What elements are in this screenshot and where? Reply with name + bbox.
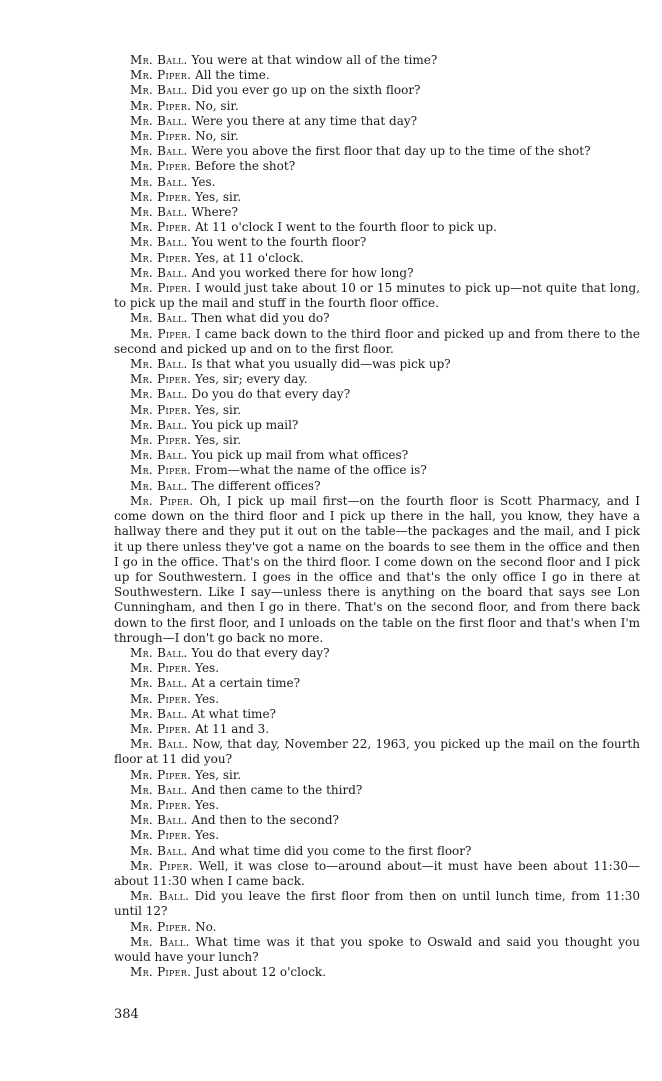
transcript-line [114,281,640,311]
transcript-line [114,646,640,661]
line-text: What time was it that you spoke to Oswald and said you thought you would have your lunch? [114,934,640,964]
speaker-name: Mr. Ball. [130,387,188,402]
line-text: Yes. [195,661,220,676]
transcript-line [114,357,640,372]
transcript-line [114,722,640,737]
transcript-line [114,798,640,813]
speaker-name: Mr. Ball. [130,417,188,432]
transcript-line [114,68,640,83]
speaker-name: Mr. Piper. [130,281,192,296]
speaker-name: Mr. Piper. [130,129,192,144]
speaker-name: Mr. Piper. [130,372,192,387]
line-text: Yes. [195,797,220,812]
line-text: You went to the fourth floor? [191,235,367,250]
transcript-line [114,327,640,357]
line-text: At what time? [191,706,276,721]
line-text: Is that what you usually did—was pick up? [191,357,451,372]
line-text: Did you leave the first floor from then on until lunch time, from 11:30 until 12? [114,889,640,919]
speaker-name: Mr. Piper. [130,919,192,934]
transcript-line [114,433,640,448]
speaker-name: Mr. Piper. [130,159,192,174]
speaker-name: Mr. Piper. [130,965,192,980]
transcript-line [114,53,640,68]
transcript-line [114,494,640,646]
page-number: 384 [114,1007,139,1022]
transcript-line [114,661,640,676]
line-text: Yes, sir. [195,402,242,417]
speaker-name: Mr. Piper. [130,858,194,873]
transcript-line [114,387,640,402]
speaker-name: Mr. Piper. [130,402,192,417]
transcript-line [114,235,640,250]
line-text: Yes, sir; every day. [195,372,308,387]
line-text: I would just take about 10 or 15 minutes to pick up—not quite that long, to pick up the mail and stuff in the fourth floor office. [114,281,640,311]
line-text: And then to the second? [191,813,339,828]
line-text: Before the shot? [195,159,296,174]
transcript-line [114,251,640,266]
speaker-name: Mr. Ball. [130,205,188,220]
speaker-name: Mr. Ball. [130,889,190,904]
speaker-name: Mr. Ball. [130,782,188,797]
transcript-line [114,266,640,281]
transcript-line [114,783,640,798]
transcript-line [114,768,640,783]
speaker-name: Mr. Piper. [130,220,192,235]
transcript-line [114,965,640,980]
speaker-name: Mr. Ball. [130,478,188,493]
speaker-name: Mr. Ball. [130,737,189,752]
speaker-name: Mr. Ball. [130,113,188,128]
transcript-line [114,220,640,235]
speaker-name: Mr. Ball. [130,645,188,660]
transcript-line [114,920,640,935]
speaker-name: Mr. Piper. [130,68,192,83]
line-text: You do that every day? [191,645,330,660]
line-text: You pick up mail? [191,417,299,432]
line-text: All the time. [195,68,270,83]
speaker-name: Mr. Piper. [130,463,192,478]
speaker-name: Mr. Ball. [130,934,190,949]
transcript-line [114,418,640,433]
line-text: Yes, sir. [195,767,242,782]
transcript-line [114,828,640,843]
line-text: You pick up mail from what offices? [191,448,409,463]
transcript-line [114,479,640,494]
speaker-name: Mr. Ball. [130,53,188,67]
line-text: No, sir. [195,98,239,113]
speaker-name: Mr. Ball. [130,813,188,828]
transcript-line [114,463,640,478]
transcript-line [114,859,640,889]
transcript-line [114,175,640,190]
transcript-line [114,190,640,205]
speaker-name: Mr. Piper. [130,661,192,676]
speaker-name: Mr. Ball. [130,706,188,721]
line-text: And then came to the third? [191,782,363,797]
speaker-name: Mr. Piper. [130,691,192,706]
speaker-name: Mr. Ball. [130,83,188,98]
line-text: Then what did you do? [191,311,330,326]
speaker-name: Mr. Ball. [130,311,188,326]
transcript-line [114,737,640,767]
line-text: Just about 12 o'clock. [195,965,327,980]
speaker-name: Mr. Ball. [130,144,188,159]
line-text: Yes. [195,691,220,706]
transcript-line [114,83,640,98]
line-text: At 11 and 3. [195,721,270,736]
transcript-line [114,935,640,965]
line-text: At 11 o'clock I went to the fourth floor to pick up. [195,220,497,235]
line-text: I came back down to the third floor and picked up and from there to the second and picked up and on to the first floor. [114,326,641,356]
speaker-name: Mr. Ball. [130,357,188,372]
speaker-name: Mr. Piper. [130,189,192,204]
transcript-line [114,99,640,114]
speaker-name: Mr. Ball. [130,448,188,463]
transcript-line [114,311,640,326]
speaker-name: Mr. Piper. [130,493,194,508]
transcript-line [114,844,640,859]
speaker-name: Mr. Ball. [130,843,188,858]
transcript-line [114,813,640,828]
transcript-line [114,159,640,174]
line-text: At a certain time? [191,676,301,691]
speaker-name: Mr. Ball. [130,174,188,189]
transcript-line [114,372,640,387]
line-text: Were you above the first floor that day up to the time of the shot? [191,144,591,159]
transcript-line [114,205,640,220]
transcript-line [114,144,640,159]
line-text: Yes, at 11 o'clock. [195,250,304,265]
speaker-name: Mr. Piper. [130,828,192,843]
transcript-line [114,129,640,144]
speaker-name: Mr. Piper. [130,797,192,812]
transcript-line [114,448,640,463]
line-text: And what time did you come to the first floor? [191,843,472,858]
line-text: Yes, sir. [195,189,242,204]
line-text: Do you do that every day? [191,387,351,402]
line-text: The different offices? [191,478,321,493]
line-text: Now, that day, November 22, 1963, you picked up the mail on the fourth floor at 11 did you? [114,737,640,767]
line-text: And you worked there for how long? [191,265,414,280]
line-text: Oh, I pick up mail first—on the fourth floor is Scott Pharmacy, and I come down on the third floor and I pick up there in the hall, you know, they have a hallway there and they put it out on the table—the packages and the mail, and I pick it up there unless they've got a name on the boards to see them in the office and then I go in the office. That's on the third floor. I come down on the second floor and I pick up for Southwestern. I goes in the office and that's the only office I go in there at Southwestern. Like I say—unless there is anything on the board that says see Lon Cunningham, and then I go in there. That's on the second floor, and from there back down to the first floor, and I unloads on the table on the first floor and that's when I'm through—I don't go back no more. [114,493,640,645]
transcript-line [114,692,640,707]
line-text: From—what the name of the office is? [195,463,427,478]
transcript-line [114,889,640,919]
speaker-name: Mr. Ball. [130,676,188,691]
speaker-name: Mr. Piper. [130,767,192,782]
line-text: Yes. [191,174,216,189]
speaker-name: Mr. Piper. [130,326,192,341]
transcript-line [114,707,640,722]
line-text: Well, it was close to—around about—it must have been about 11:30—about 11:30 when I came back. [114,858,640,888]
speaker-name: Mr. Piper. [130,721,192,736]
transcript-line [114,676,640,691]
speaker-name: Mr. Ball. [130,265,188,280]
transcript-line [114,403,640,418]
speaker-name: Mr. Piper. [130,433,192,448]
speaker-name: Mr. Ball. [130,235,188,250]
line-text: You were at that window all of the time? [191,53,438,67]
speaker-name: Mr. Piper. [130,98,192,113]
transcript-body [114,53,640,980]
line-text: No. [195,919,217,934]
line-text: Yes. [195,828,220,843]
line-text: No, sir. [195,129,239,144]
line-text: Did you ever go up on the sixth floor? [191,83,421,98]
line-text: Where? [191,205,238,220]
line-text: Were you there at any time that day? [191,113,418,128]
line-text: Yes, sir. [195,433,242,448]
speaker-name: Mr. Piper. [130,250,192,265]
transcript-line [114,114,640,129]
